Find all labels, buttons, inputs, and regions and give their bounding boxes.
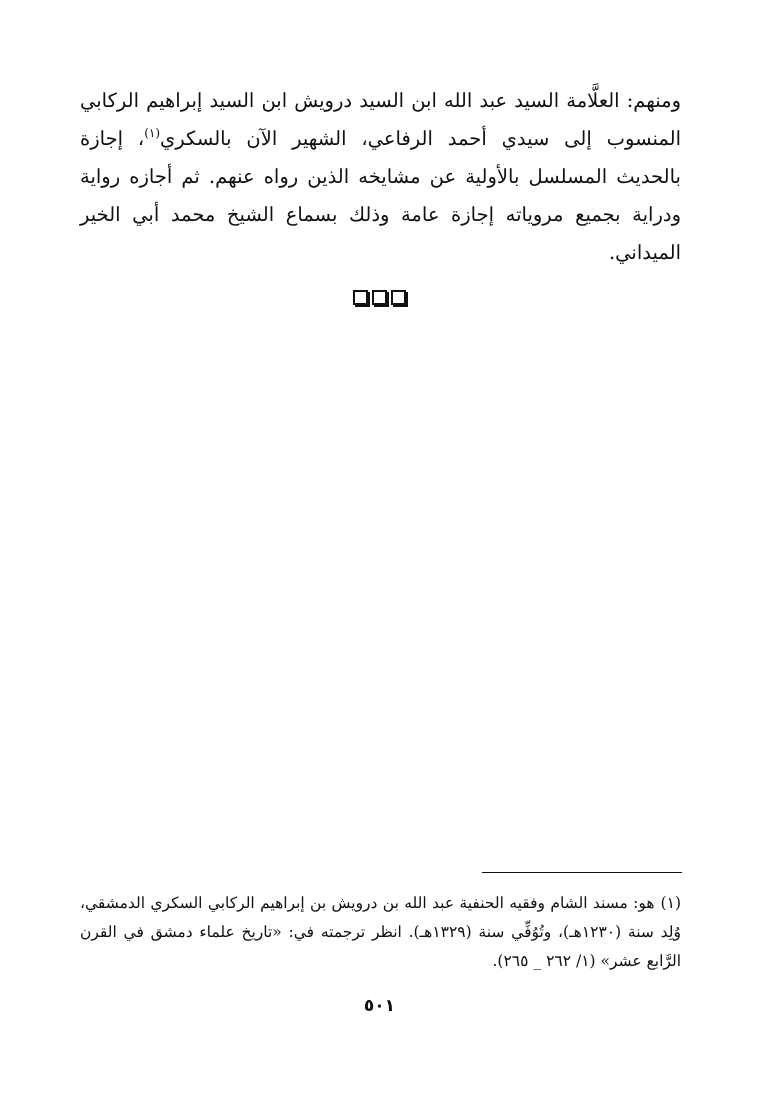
main-paragraph bbox=[80, 82, 681, 272]
paragraph-part-1: ومنهم: العلَّامة السيد عبد الله ابن السيد درويش ابن السيد إبراهيم الركابي المنسوب إلى سيدي أحمد الرفاعي، الشهير الآن بالسكري bbox=[80, 89, 681, 150]
footnote-text: هو: مسند الشام وفقيه الحنفية عبد الله بن درويش بن إبراهيم الركابي السكري الدمشقي، وُلِد سنة (١٢٣٠هـ)، وتُوُفِّي سنة (١٣٢٩هـ). انظر ترجمته في: «تاريخ علماء دمشق في القرن الرَّابع عشر» (١/ ٢٦٢ _ ٢٦٥). bbox=[80, 894, 681, 970]
square-ornament-icon bbox=[391, 290, 406, 305]
page-number: ٥٠١ bbox=[363, 996, 396, 1016]
footnote-reference[interactable]: (١) bbox=[144, 126, 161, 140]
footnote bbox=[80, 889, 681, 976]
paragraph-part-2: ، إجازة بالحديث المسلسل بالأولية عن مشايخه الذين رواه عنهم. ثم أجازه رواية ودراية بجميع مروياته إجازة عامة وذلك بسماع الشيخ محمد أبي الخير الميداني. bbox=[80, 127, 681, 264]
main-text-block bbox=[80, 82, 681, 272]
footnote-marker: (١) bbox=[660, 894, 681, 912]
square-ornament-icon bbox=[372, 290, 387, 305]
footnote-paragraph bbox=[80, 889, 681, 976]
section-separator-icon bbox=[0, 290, 759, 305]
footnote-divider bbox=[482, 872, 682, 873]
square-ornament-icon bbox=[353, 290, 368, 305]
